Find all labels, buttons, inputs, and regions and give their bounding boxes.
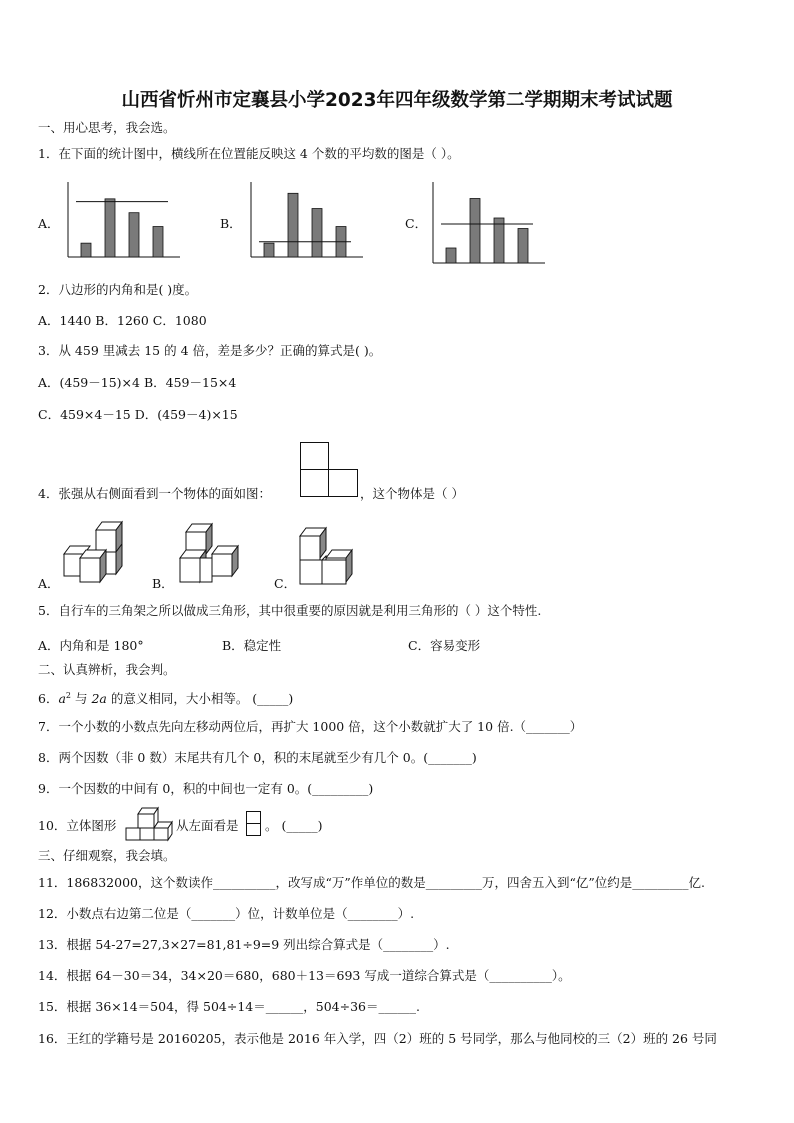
question-10-b: 从左面看是	[176, 818, 239, 833]
question-6	[38, 688, 293, 707]
chart-bar	[288, 193, 298, 257]
q1-option-a-label: A．	[38, 216, 60, 231]
question-10-a: 10．立体图形	[38, 818, 117, 833]
q4-option-b-label: B．	[152, 576, 174, 591]
q10-left-view-figure	[246, 811, 262, 837]
chart-bar	[312, 209, 322, 257]
question-10-c: 。 (_____)	[265, 818, 323, 833]
q5-option-b: B．稳定性	[222, 638, 282, 653]
chart-bar	[81, 243, 91, 257]
q5-option-a: A．内角和是 180°	[38, 638, 144, 653]
q6-rest: 的意义相同，大小相等。 (_____)	[106, 691, 294, 707]
chart-bar	[153, 227, 163, 257]
question-3: 3．从 459 里减去 15 的 4 倍，差是多少？正确的算式是( )。	[38, 343, 382, 358]
q4-option-c-cubes	[296, 526, 368, 590]
question-5: 5．自行车的三角架之所以做成三角形，其中很重要的原因就是利用三角形的（ ）这个特性.	[38, 603, 542, 618]
question-14: 14．根据 64－30＝34，34×20＝680，680＋13＝693 写成一道综合算式是（__________）。	[38, 968, 571, 983]
question-12: 12．小数点右边第二位是（_______）位，计数单位是（________）.	[38, 906, 415, 921]
question-3-options-cd: C．459×4－15 D．(459－4)×15	[38, 407, 238, 422]
question-1: 1．在下面的统计图中，横线所在位置能反映这 4 个数的平均数的图是（ ）。	[38, 146, 460, 161]
chart-bar	[264, 243, 274, 257]
section-2-heading: 二、认真辨析，我会判。	[38, 662, 176, 677]
q6-a: a	[58, 691, 66, 707]
question-16: 16．王红的学籍号是 20160205，表示他是 2016 年入学，四（2）班的 5 号同学，那么与他同校的三（2）班的 26 号同	[38, 1031, 717, 1046]
question-11: 11．186832000，这个数读作__________，改写成“万”作单位的数是_________万，四舍五入到“亿”位约是_________亿.	[38, 875, 706, 890]
q5-option-c: C．容易变形	[408, 638, 481, 653]
chart-bar	[518, 229, 528, 264]
q1-option-b-label: B．	[220, 216, 242, 231]
chart-bar	[129, 213, 139, 257]
q1-chart-c	[427, 180, 547, 265]
chart-bar	[494, 218, 504, 263]
q6-number: 6．	[38, 691, 59, 707]
q4-side-view-figure	[300, 442, 360, 498]
section-1-heading: 一、用心思考，我会选。	[38, 120, 176, 135]
q4-option-a-cubes	[60, 518, 130, 590]
q10-solid-figure	[124, 806, 176, 840]
q1-option-c-label: C．	[405, 216, 428, 231]
question-2: 2．八边形的内角和是( )度。	[38, 282, 198, 297]
q4-option-a-label: A．	[38, 576, 60, 591]
chart-bar	[105, 199, 115, 257]
q4-option-c-label: C．	[274, 576, 297, 591]
page-title: 山西省忻州市定襄县小学2023年四年级数学第二学期期末考试试题	[121, 90, 673, 111]
q4-option-b-cubes	[176, 518, 248, 590]
q6-two-a: 2a	[91, 691, 107, 707]
question-3-options-ab: A．(459－15)×4 B．459－15×4	[38, 375, 237, 390]
question-4-text-b: ，这个物体是（ ）	[360, 486, 464, 501]
section-3-heading: 三、仔细观察，我会填。	[38, 848, 176, 863]
q1-chart-a	[62, 180, 182, 260]
question-13: 13．根据 54-27=27,3×27=81,81÷9=9 列出综合算式是（________）.	[38, 937, 450, 952]
question-2-options: A．1440 B．1260 C．1080	[38, 313, 207, 328]
chart-bar	[446, 248, 456, 263]
question-4-text-a: 4．张强从右侧面看到一个物体的面如图：	[38, 486, 271, 501]
q1-chart-b	[245, 180, 365, 260]
question-9: 9．一个因数的中间有 0，积的中间也一定有 0。(_________)	[38, 781, 374, 796]
chart-bar	[470, 199, 480, 264]
question-15: 15．根据 36×14＝504，得 504÷14＝______，504÷36＝______.	[38, 999, 420, 1014]
question-7: 7．一个小数的小数点先向左移动两位后，再扩大 1000 倍，这个小数就扩大了 10 倍.（_______）	[38, 719, 583, 734]
q6-exponent: 2	[65, 691, 71, 700]
q6-mid: 与	[71, 691, 92, 707]
question-8: 8．两个因数（非 0 数）末尾共有几个 0，积的末尾就至少有几个 0。(_______)	[38, 750, 477, 765]
